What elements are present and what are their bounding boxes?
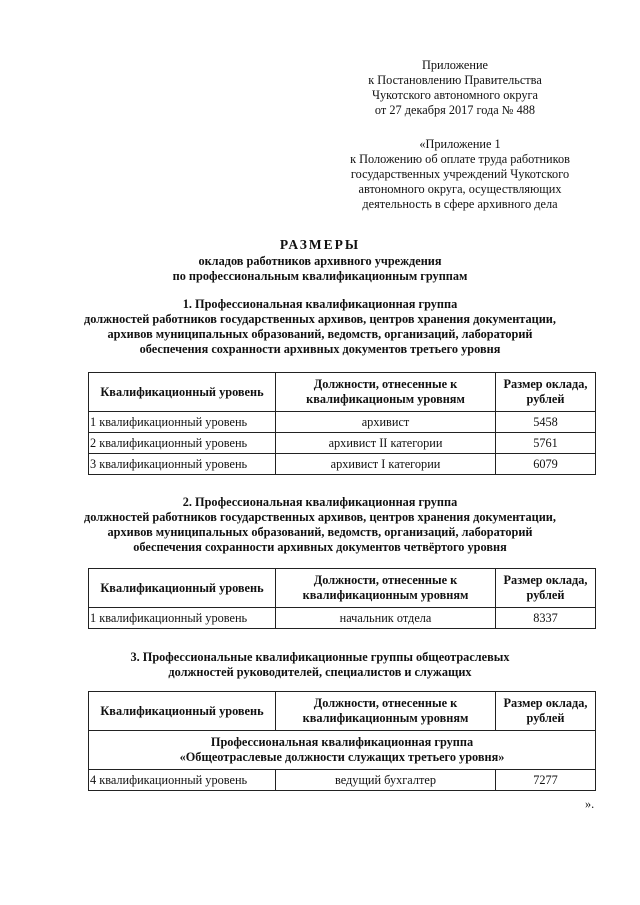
position-cell: ведущий бухгалтер <box>276 770 496 791</box>
appendix-line: от 27 декабря 2017 года № 488 <box>374 103 536 117</box>
position-cell: архивист <box>276 412 496 433</box>
document-title <box>60 236 580 284</box>
title-sub: окладов работников архивного учреждения <box>198 254 442 268</box>
table-row <box>89 412 596 433</box>
table-header-row <box>89 373 596 412</box>
group-line: Профессиональная квалификационная группа <box>210 735 474 749</box>
heading-line: 3. Профессиональные квалификационные группы общеотраслевых <box>130 650 510 664</box>
appendix-line: к Постановлению Правительства <box>368 73 542 87</box>
salary-table-2 <box>88 568 596 629</box>
appendix-line: Чукотского автономного округа <box>372 88 538 102</box>
column-header: Должности, отнесенные к квалификационым уровням <box>276 373 496 412</box>
column-header: Должности, отнесенные к квалификационным уровням <box>276 692 496 731</box>
appendix1-line: к Положению об оплате труда работников <box>350 152 570 166</box>
table-row <box>89 454 596 475</box>
table-row <box>89 433 596 454</box>
heading-line: архивов муниципальных образований, ведомств, организаций, лабораторий <box>107 525 533 539</box>
closing-quote: ». <box>585 797 595 811</box>
salary-cell: 5458 <box>496 412 596 433</box>
appendix1-line: автономного округа, осуществляющих <box>358 182 562 196</box>
position-cell: начальник отдела <box>276 608 496 629</box>
appendix1-line: деятельность в сфере архивного дела <box>362 197 558 211</box>
level-cell: 1 квалификационный уровень <box>89 608 276 629</box>
level-cell: 4 квалификационный уровень <box>89 770 276 791</box>
level-cell: 3 квалификационный уровень <box>89 454 276 475</box>
salary-table-3 <box>88 691 596 791</box>
salary-cell: 6079 <box>496 454 596 475</box>
column-header: Квалификационный уровень <box>89 373 276 412</box>
heading-line: обеспечения сохранности архивных документов четвёртого уровня <box>133 540 507 554</box>
heading-line: должностей руководителей, специалистов и служащих <box>168 665 472 679</box>
appendix1-line: «Приложение 1 <box>419 137 501 151</box>
salary-table-1 <box>88 372 596 475</box>
heading-line: обеспечения сохранности архивных документов третьего уровня <box>139 342 501 356</box>
salary-cell: 5761 <box>496 433 596 454</box>
appendix1-line: государственных учреждений Чукотского <box>350 167 570 181</box>
section-1-heading <box>60 297 580 357</box>
heading-line: 2. Профессиональная квалификационная группа <box>182 495 458 509</box>
group-line: «Общеотраслевые должности служащих третьего уровня» <box>179 750 505 764</box>
salary-cell: 8337 <box>496 608 596 629</box>
heading-line: 1. Профессиональная квалификационная группа <box>182 297 458 311</box>
position-cell: архивист I категории <box>276 454 496 475</box>
column-header: Должности, отнесенные к квалификационным уровням <box>276 569 496 608</box>
group-cell <box>89 731 596 770</box>
column-header: Размер оклада, рублей <box>496 373 596 412</box>
heading-line: архивов муниципальных образований, ведомств, организаций, лабораторий <box>107 327 533 341</box>
level-cell: 1 квалификационный уровень <box>89 412 276 433</box>
table-header-row <box>89 569 596 608</box>
column-header: Размер оклада, рублей <box>496 569 596 608</box>
section-2-heading <box>60 495 580 555</box>
column-header: Квалификационный уровень <box>89 569 276 608</box>
table-row <box>89 608 596 629</box>
heading-line: должностей работников государственных архивов, центров хранения документации, <box>84 510 556 524</box>
heading-line: должностей работников государственных архивов, центров хранения документации, <box>84 312 556 326</box>
appendix-reference <box>340 58 570 118</box>
table-header-row <box>89 692 596 731</box>
title-sub: по профессиональным квалификационным группам <box>172 269 468 283</box>
appendix-line: Приложение <box>422 58 488 72</box>
section-3-heading <box>60 650 580 680</box>
salary-cell: 7277 <box>496 770 596 791</box>
title-main: РАЗМЕРЫ <box>279 237 361 252</box>
appendix1-reference <box>335 137 585 212</box>
column-header: Размер оклада, рублей <box>496 692 596 731</box>
column-header: Квалификационный уровень <box>89 692 276 731</box>
position-cell: архивист II категории <box>276 433 496 454</box>
table-row <box>89 770 596 791</box>
level-cell: 2 квалификационный уровень <box>89 433 276 454</box>
group-row <box>89 731 596 770</box>
